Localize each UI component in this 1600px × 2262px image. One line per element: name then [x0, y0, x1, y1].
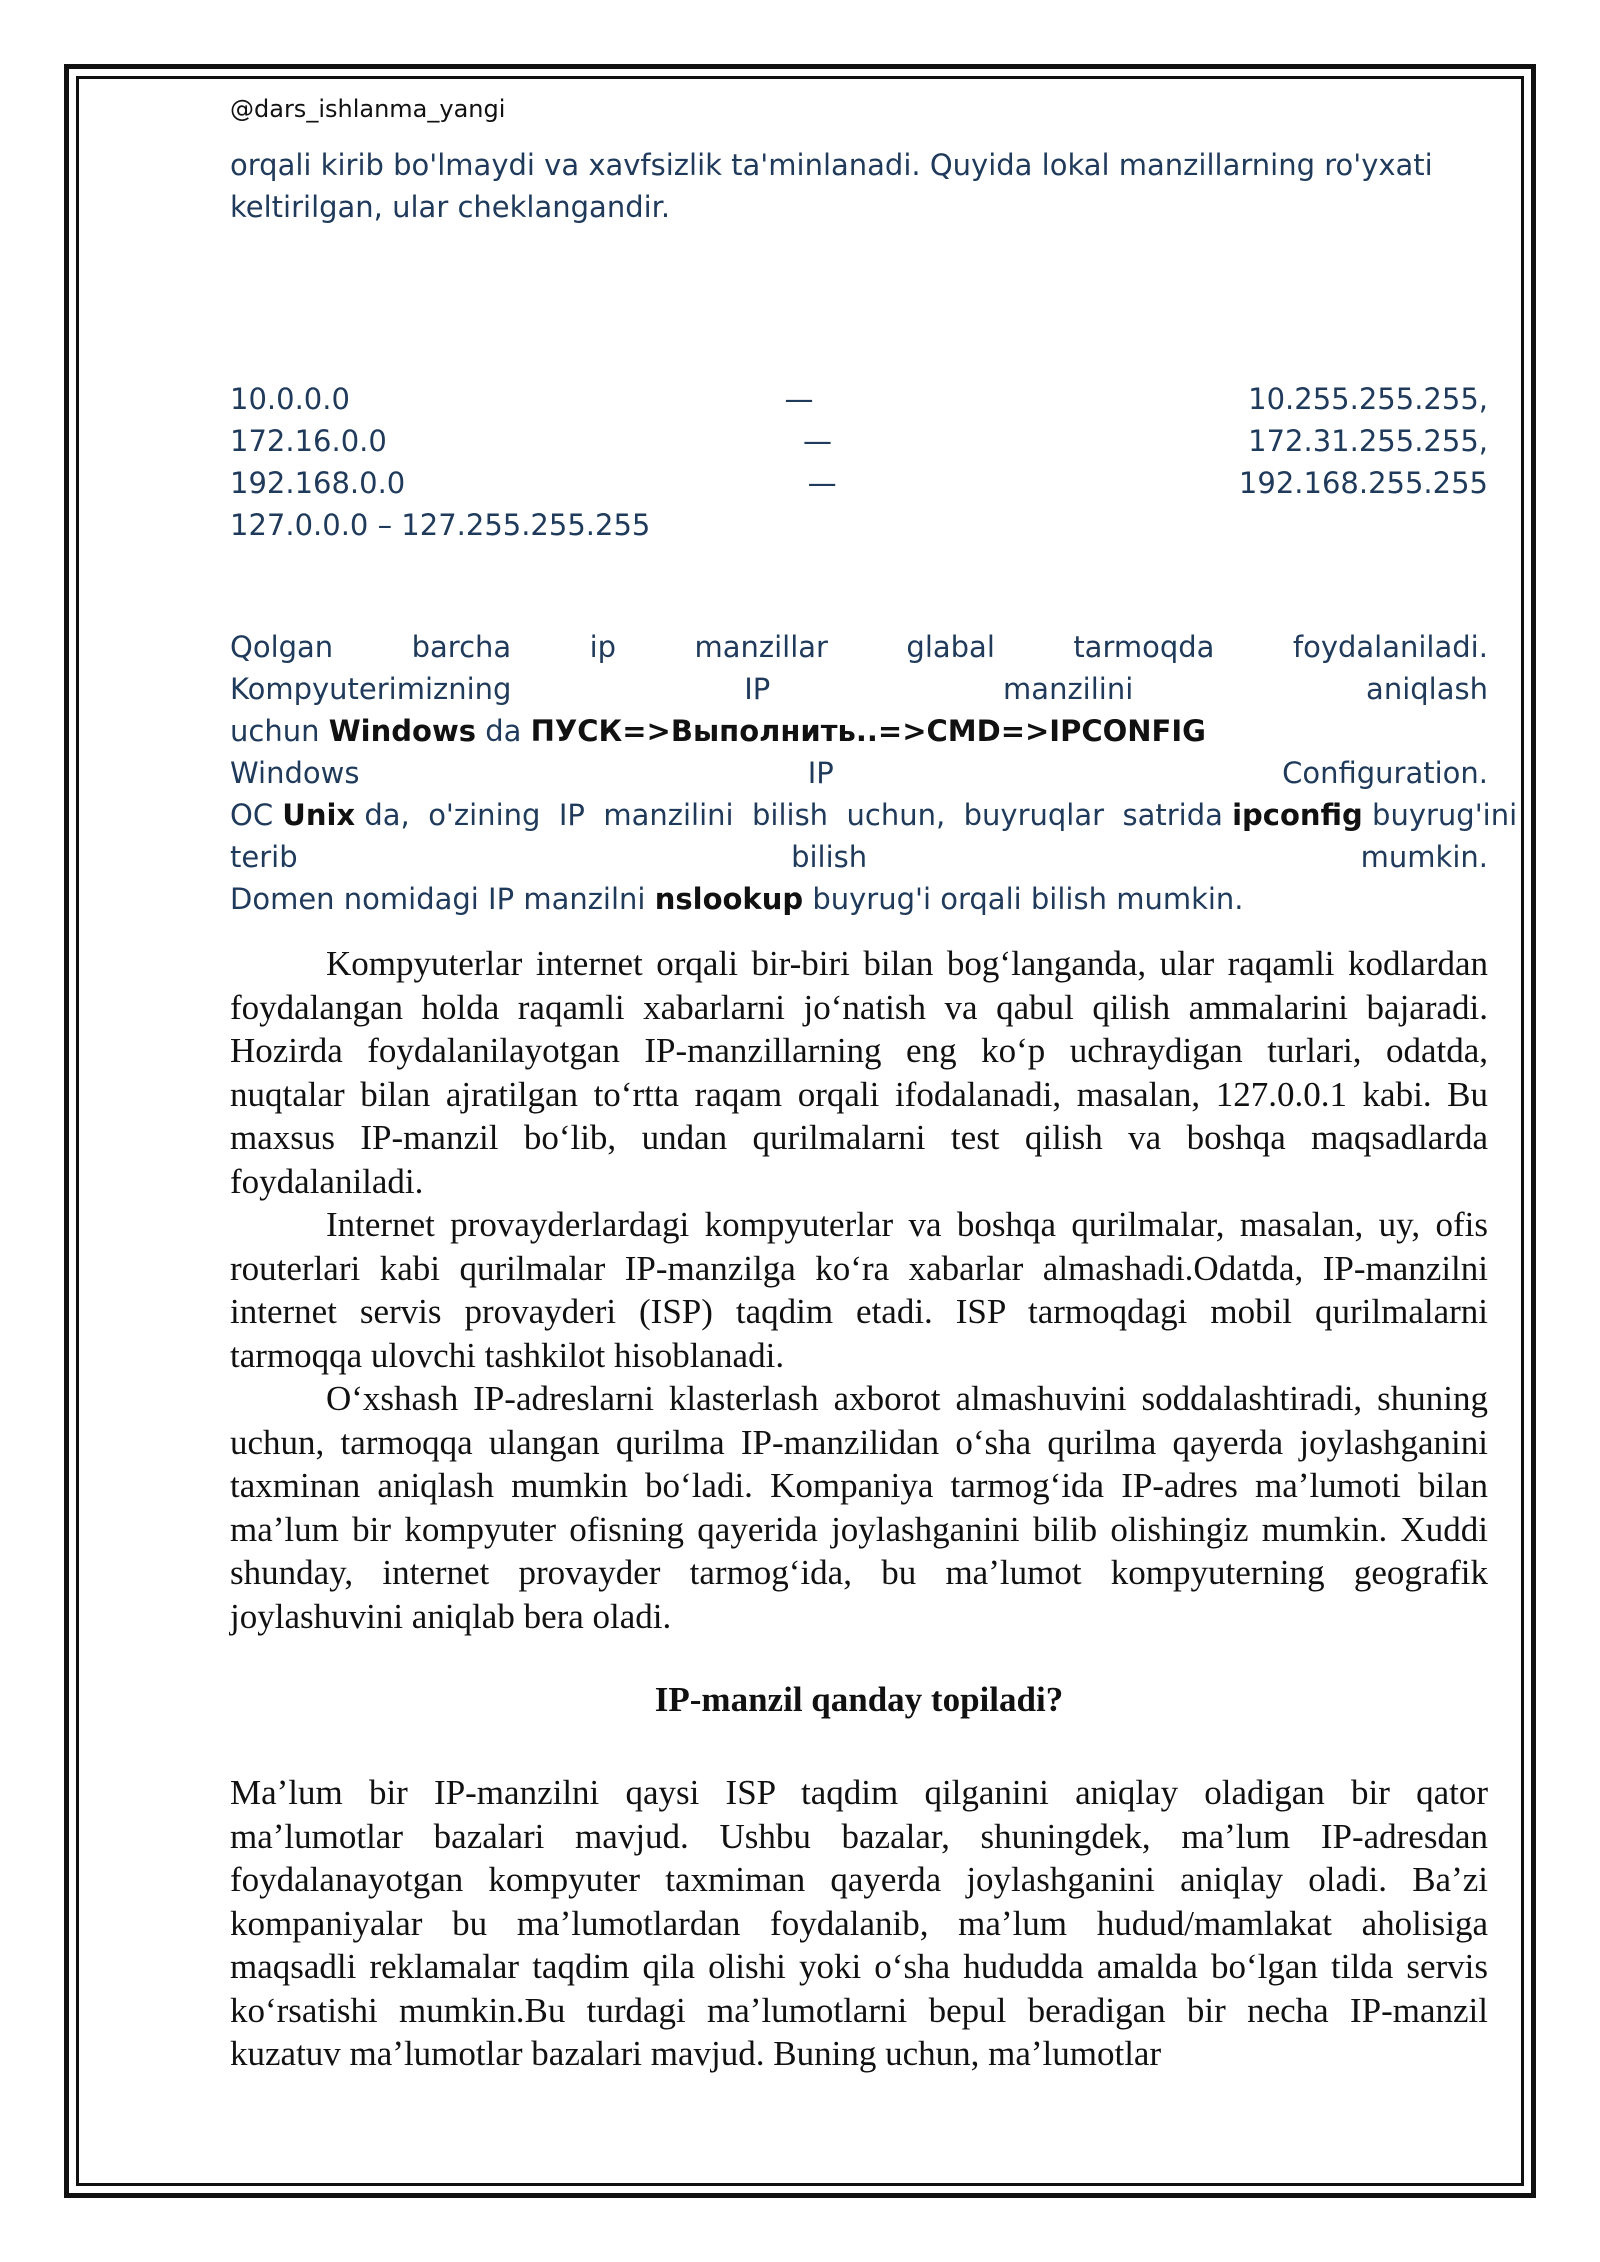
word: barcha — [411, 630, 512, 664]
range-dash: — — [807, 466, 837, 500]
text-line — [230, 752, 1488, 794]
range-row — [230, 462, 1488, 504]
text-segment: buyrug'ini — [1362, 798, 1518, 832]
windows-command-path: ПУСК=>Выполнить..=>CMD=>IPCONFIG — [530, 714, 1206, 748]
word: glabal — [906, 630, 995, 664]
text-line — [230, 794, 1518, 836]
word: bilish — [791, 840, 868, 874]
word: terib — [230, 840, 298, 874]
range-end: 10.255.255.255, — [1248, 382, 1488, 416]
word: mumkin. — [1360, 840, 1488, 874]
loopback-range: 127.0.0.0 – 127.255.255.255 — [230, 508, 651, 542]
channel-handle: @dars_ishlanma_yangi — [230, 95, 506, 123]
range-end: 192.168.255.255 — [1238, 466, 1488, 500]
range-start: 192.168.0.0 — [230, 466, 406, 500]
word: ip — [589, 630, 617, 664]
text-segment: uchun — [230, 714, 329, 748]
word: manzillar — [694, 630, 828, 664]
intro-paragraph — [230, 144, 1488, 228]
text-segment: Domen nomidagi IP manzilni — [230, 882, 655, 916]
word: Windows — [230, 756, 360, 790]
word: foydalaniladi. — [1292, 630, 1488, 664]
text-line — [230, 836, 1488, 878]
word: manzilini — [1003, 672, 1134, 706]
global-ip-text — [230, 626, 1518, 920]
command-ipconfig: ipconfig — [1232, 798, 1363, 832]
word: tarmoqda — [1073, 630, 1215, 664]
range-dash: — — [802, 424, 832, 458]
text-line — [230, 626, 1488, 668]
range-dash: — — [784, 382, 814, 416]
range-end: 172.31.255.255, — [1248, 424, 1488, 458]
os-name-unix: Unix — [282, 798, 356, 832]
word: Configuration. — [1282, 756, 1488, 790]
range-row — [230, 420, 1488, 462]
final-text — [230, 1771, 1488, 2076]
range-row — [230, 378, 1488, 420]
text-line — [230, 878, 1488, 920]
word: Kompyuterimizning — [230, 672, 512, 706]
body-text — [230, 942, 1488, 1638]
word: IP — [807, 756, 834, 790]
range-start: 172.16.0.0 — [230, 424, 387, 458]
intro-line: keltirilgan, ular cheklangandir. — [230, 190, 671, 224]
range-start: 10.0.0.0 — [230, 382, 350, 416]
text-line — [230, 668, 1488, 710]
body-paragraph: Maʼlum bir IP-manzilni qaysi ISP taqdim qilganini aniqlay oladigan bir qator maʼlumotlar bazalari mavjud. Ushbu bazalar, shuningdek, maʼlum IP-adresdan foydalanayotgan kompyuter taxmiman qayerda joylashganini aniqlay oladi. Baʼzi kompaniyalar bu maʼlumotlardan foydalanib, maʼlum hudud/mamlakat aholisiga maqsadli reklamalar taqdim qila olishi yoki oʻsha hududda amalda boʻlgan tilda servis koʻrsatishi mumkin.Bu turdagi maʼlumotlarni bepul beradigan bir necha IP-manzil kuzatuv maʼlumotlar bazalari mavjud. Buning uchun, maʼlumotlar — [230, 1773, 1488, 2073]
body-paragraph: Oʻxshash IP-adreslarni klasterlash axborot almashuvini soddalashtiradi, shuning uchun, tarmoqqa ulangan qurilma IP-manzilidan oʻsha qurilma qayerda joylashganini taxminan aniqlash mumkin boʻladi. Kompaniya tarmogʻida IP-adres maʼlumoti bilan maʼlum bir kompyuter ofisning qayerida joylashganini bilib olishingiz mumkin. Xuddi shunday, internet provayder tarmogʻida, bu maʼlumot kompyuterning geografik joylashuvini aniqlab bera oladi. — [230, 1379, 1488, 1636]
word: IP — [744, 672, 771, 706]
text-segment: da — [476, 714, 531, 748]
word: Qolgan — [230, 630, 334, 664]
text-segment: buyrug'i orqali bilish mumkin. — [803, 882, 1244, 916]
text-line — [230, 710, 1488, 752]
os-name-windows: Windows — [328, 714, 476, 748]
text-segment: da, o'zining IP manzilini bilish uchun, buyruqlar satrida — [355, 798, 1233, 832]
word: aniqlash — [1366, 672, 1488, 706]
page-content — [230, 94, 1518, 2076]
body-paragraph: Internet provayderlardagi kompyuterlar va boshqa qurilmalar, masalan, uy, ofis routerlari kabi qurilmalar IP-manzilga koʻra xabarlar almashadi.Odatda, IP-manzilni internet servis provayderi (ISP) taqdim etadi. ISP tarmoqdagi mobil qurilmalarni tarmoqqa ulovchi tashkilot hisoblanadi. — [230, 1205, 1488, 1375]
section-heading: IP-manzil qanday topiladi? — [654, 1680, 1064, 1719]
local-address-ranges — [230, 378, 1488, 546]
command-nslookup: nslookup — [654, 882, 804, 916]
body-paragraph: Kompyuterlar internet orqali bir-biri bilan bogʻlanganda, ular raqamli kodlardan foydalangan holda raqamli xabarlarni joʻnatish va qabul qilish ammalarini bajaradi. Hozirda foydalanilayotgan IP-manzillarning eng koʻp uchraydigan turlari, odatda, nuqtalar bilan ajratilgan toʻrtta raqam orqali ifodalanadi, masalan, 127.0.0.1 kabi. Bu maxsus IP-manzil boʻlib, undan qurilmalarni test qilish va boshqa maqsadlarda foydalaniladi. — [230, 944, 1488, 1201]
text-segment: ОС — [230, 798, 283, 832]
intro-line: orqali kirib bo'lmaydi va xavfsizlik ta'minlanadi. Quyida lokal manzillarning ro'yxati — [230, 148, 1433, 182]
